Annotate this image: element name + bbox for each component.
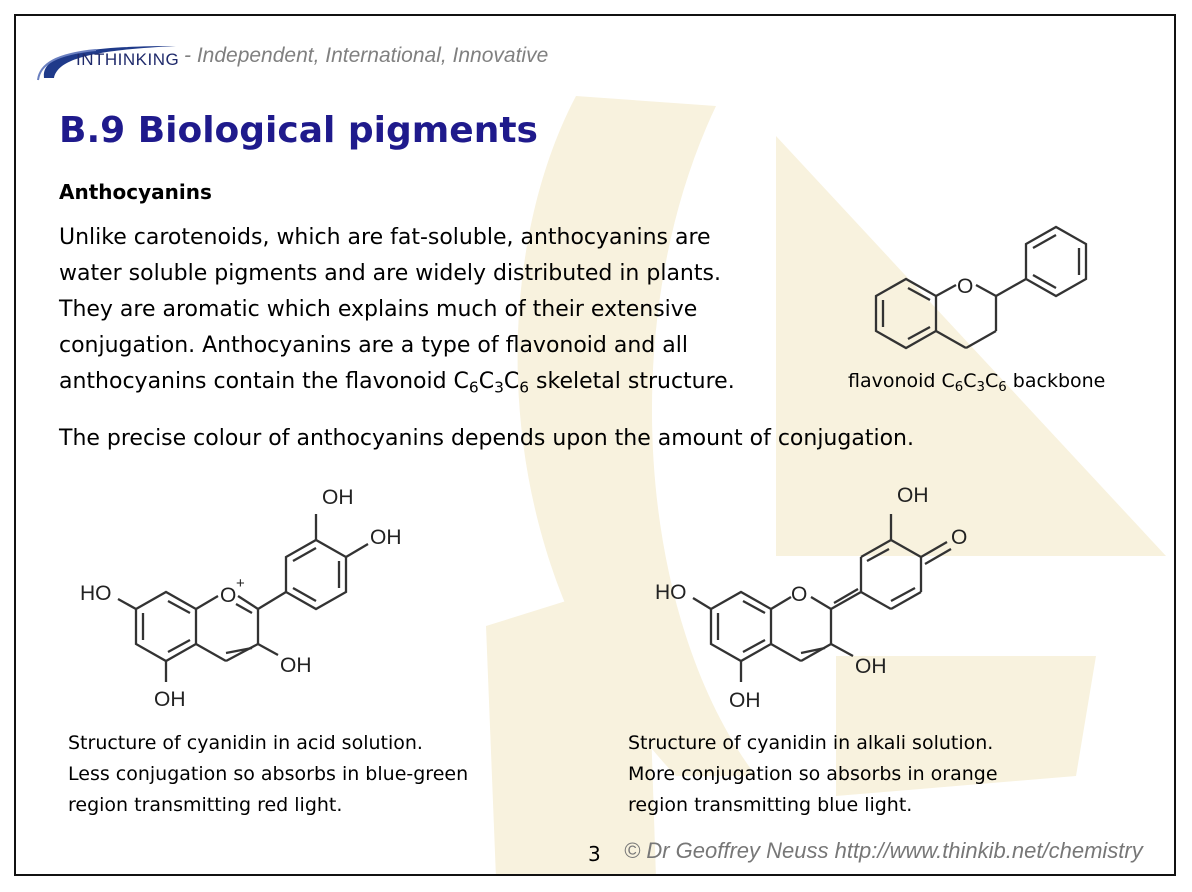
- caption-line: More conjugation so absorbs in orange: [628, 763, 998, 785]
- oh-label: OH: [855, 655, 887, 678]
- oh-label: OH: [729, 689, 761, 712]
- ho-label: HO: [80, 582, 112, 605]
- intro-paragraph: [59, 220, 849, 400]
- caption-line: Less conjugation so absorbs in blue-green: [68, 763, 469, 785]
- caption-line: Structure of cyanidin in alkali solution.: [628, 732, 994, 754]
- acid-caption: [68, 728, 468, 821]
- tagline: - Independent, International, Innovative: [184, 44, 549, 67]
- intro-line: conjugation. Anthocyanins are a type of flavonoid and all: [59, 333, 688, 358]
- caption-line: region transmitting blue light.: [628, 794, 913, 816]
- intro-line: Unlike carotenoids, which are fat-soluble, anthocyanins are: [59, 225, 711, 250]
- caption-line: region transmitting red light.: [68, 794, 343, 816]
- alkali-caption: [628, 728, 998, 821]
- positive-charge: +: [236, 575, 245, 592]
- logo-text: INTHINKING: [76, 50, 180, 69]
- intro-line: They are aromatic which explains much of their extensive: [59, 297, 698, 322]
- oh-label: OH: [370, 526, 402, 549]
- flavonoid-structure: [846, 196, 1146, 366]
- ring-oxygen-label: O: [957, 275, 974, 298]
- keto-oxygen-label: O: [951, 526, 968, 549]
- cyanidin-acid-structure: [76, 464, 496, 714]
- oh-label: OH: [322, 486, 354, 509]
- flavonoid-caption: flavonoid $C_6C_3C_6$ backbone: [848, 370, 1106, 395]
- oxonium-oxygen-label: O: [220, 584, 237, 607]
- section-heading: Anthocyanins: [59, 180, 212, 204]
- intro-line: anthocyanins contain the flavonoid $C_6C_3C_6$ skeletal structure.: [59, 369, 735, 397]
- colour-statement: The precise colour of anthocyanins depends upon the amount of conjugation.: [59, 426, 914, 451]
- caption-line: Structure of cyanidin in acid solution.: [68, 732, 423, 754]
- oh-label: OH: [897, 484, 929, 507]
- oh-label: OH: [280, 654, 312, 677]
- ring-oxygen-label: O: [791, 583, 808, 606]
- intro-line: water soluble pigments and are widely distributed in plants.: [59, 261, 721, 286]
- page-number: 3: [588, 842, 601, 866]
- slide: [14, 14, 1176, 876]
- page-title: B.9 Biological pigments: [59, 110, 538, 151]
- oh-label: OH: [154, 688, 186, 711]
- copyright-text: © Dr Geoffrey Neuss http://www.thinkib.net/chemistry: [624, 838, 1143, 863]
- ho-label: HO: [655, 581, 687, 604]
- cyanidin-alkali-structure: [631, 464, 991, 714]
